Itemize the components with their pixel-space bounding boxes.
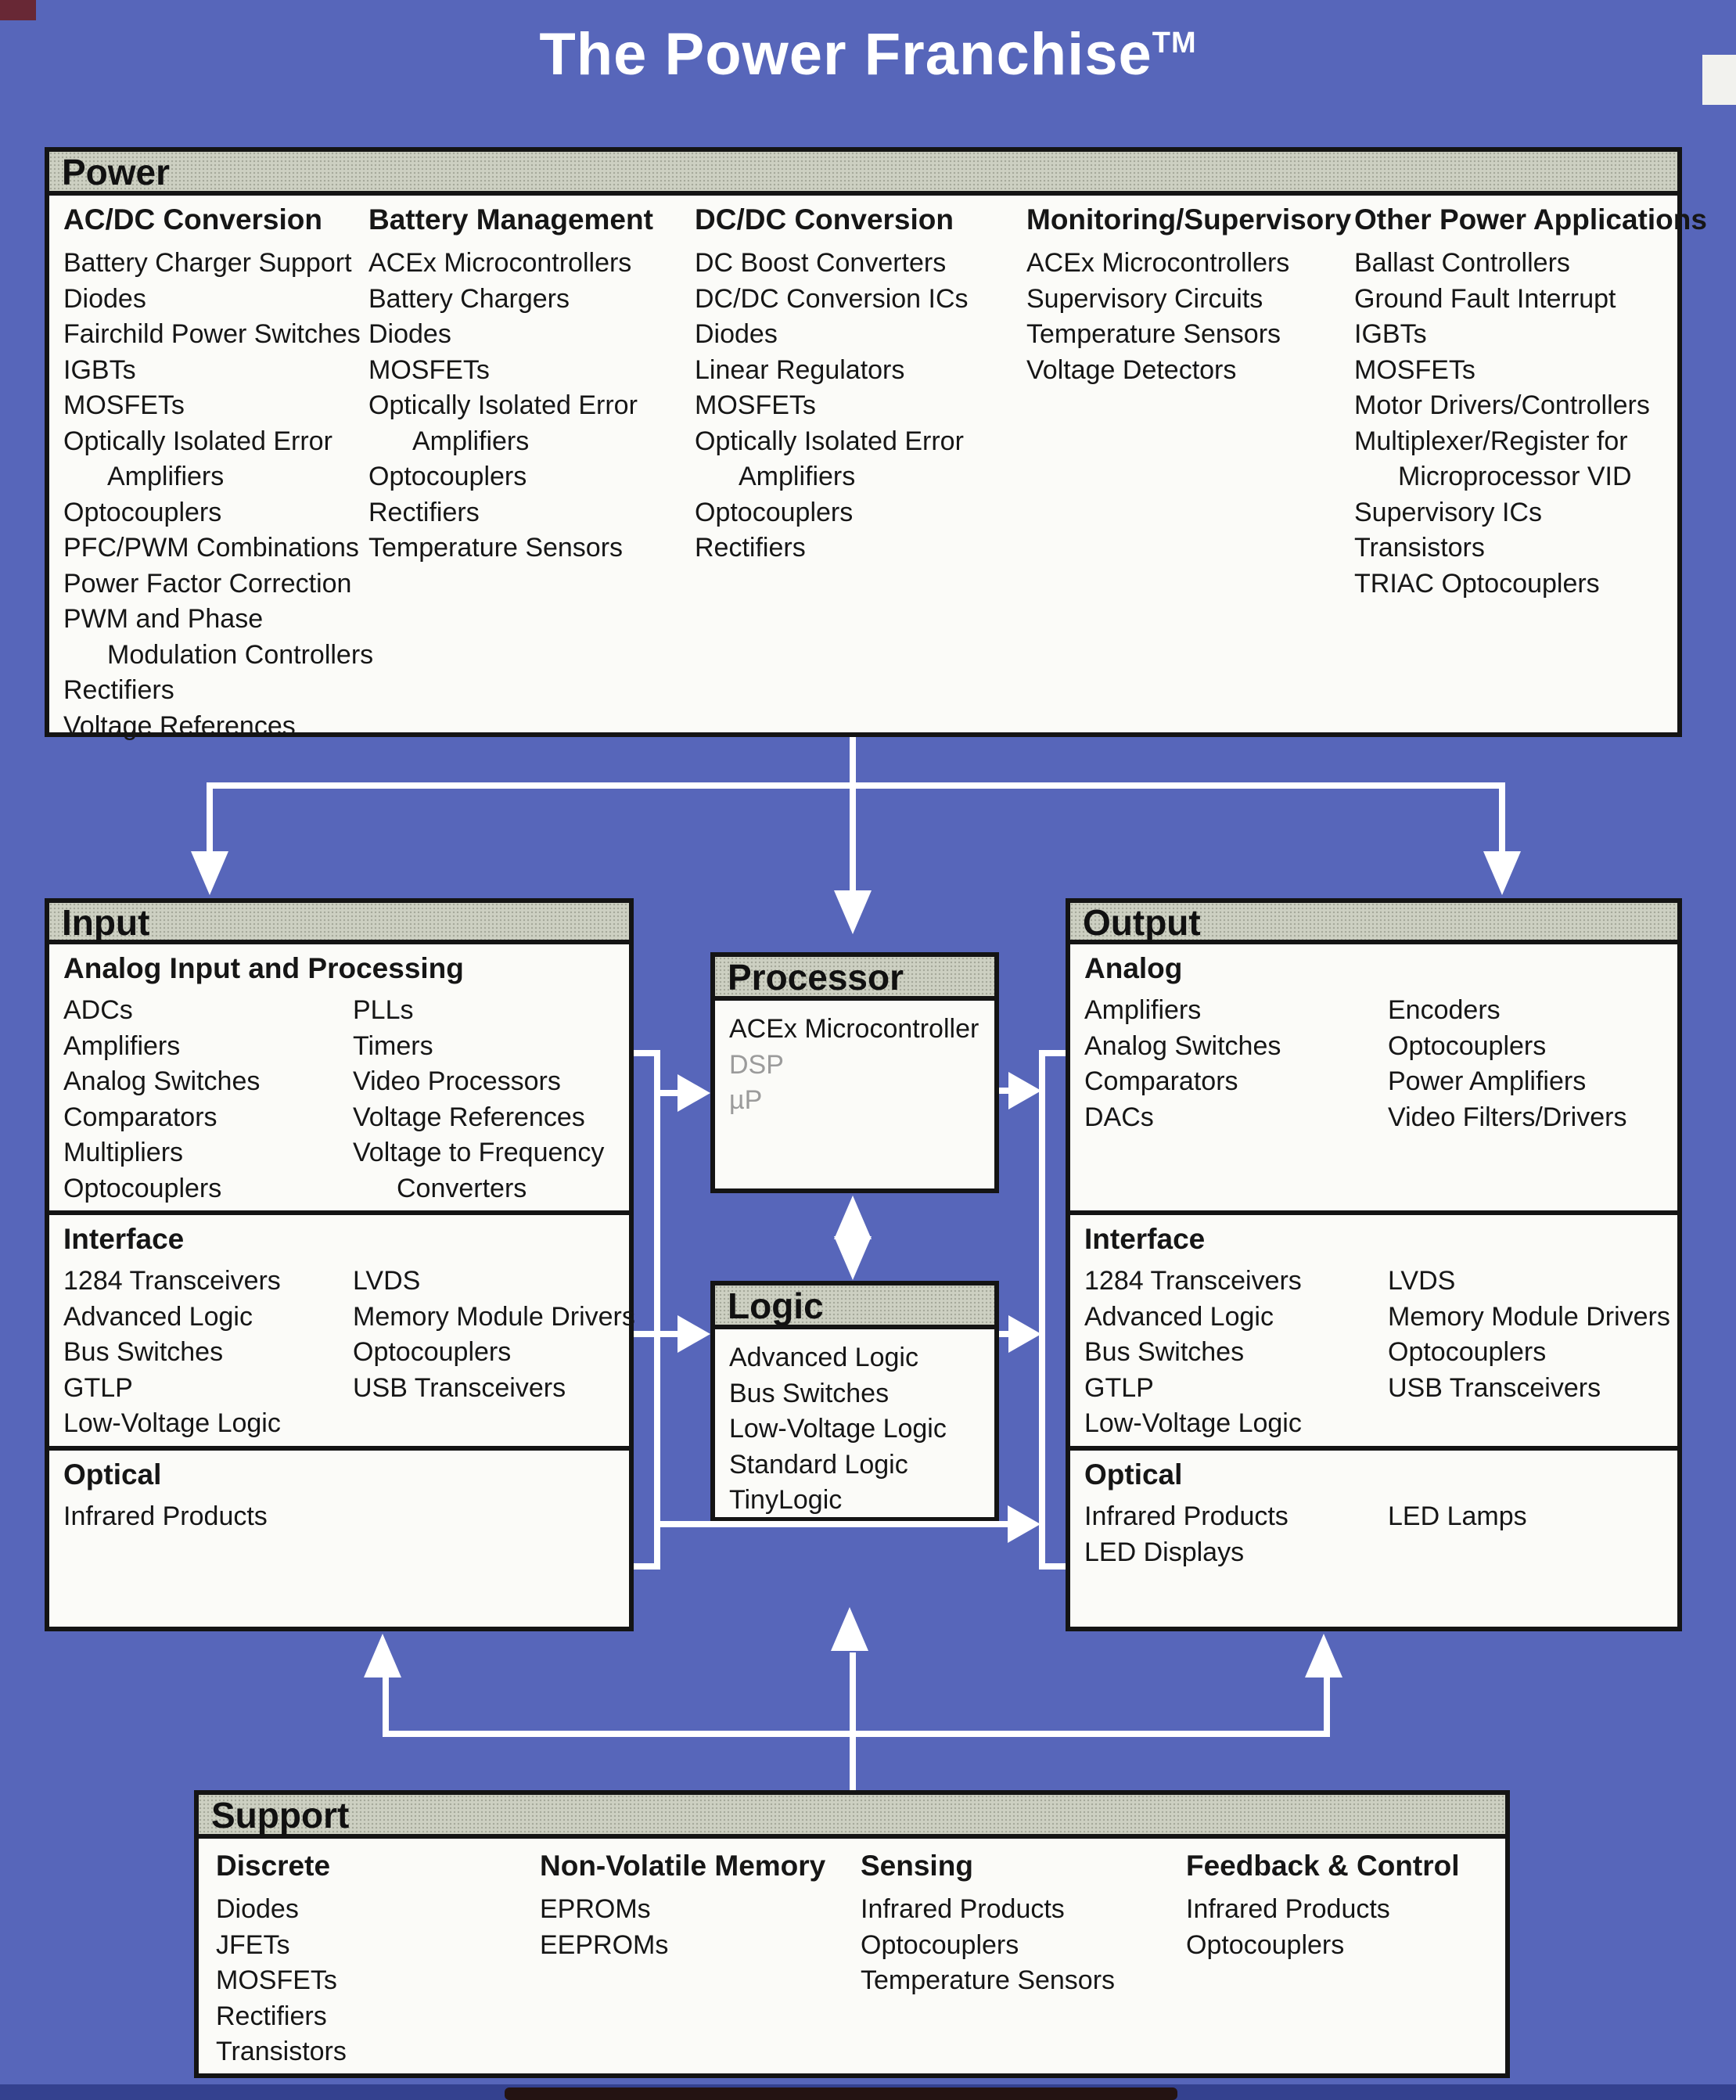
column-items [63, 246, 374, 744]
list-item: Diodes [63, 283, 146, 314]
output-section-optical [1070, 1446, 1677, 1627]
column-items [63, 993, 345, 1206]
scan-artifact-bottom-blob [505, 2087, 1177, 2100]
list-item: Temperature Sensors [368, 533, 624, 563]
list-item: Microprocessor VID [1398, 462, 1632, 491]
list-item: Transistors [216, 2037, 347, 2066]
list-item: Rectifiers [63, 675, 174, 705]
output-panel-title: Output [1083, 901, 1201, 943]
list-item: MOSFETs [216, 1965, 337, 1995]
column-header: DC/DC Conversion [695, 203, 954, 236]
list-item: Encoders [1388, 995, 1501, 1025]
column-items [63, 1499, 345, 1535]
column-items [1084, 993, 1382, 1135]
list-item: Bus Switches [63, 1337, 224, 1367]
list-item: Amplifiers [1084, 995, 1202, 1025]
output-panel [1066, 898, 1682, 1631]
processor-items [729, 1012, 987, 1119]
input-section-optical [49, 1446, 629, 1627]
page-title [0, 20, 1736, 88]
list-item: Diodes [216, 1894, 299, 1924]
column-items [540, 1892, 853, 1963]
power-column-dcdc [695, 203, 1015, 566]
list-item: Supervisory Circuits [1026, 283, 1263, 314]
power-column-acdc [63, 203, 374, 744]
arrow-support-to-input-head [364, 1634, 401, 1677]
list-item: Optocouplers [368, 462, 527, 491]
list-item: Power Factor Correction [63, 568, 352, 599]
column-items [368, 246, 681, 566]
list-item: DC/DC Conversion ICs [695, 283, 969, 314]
input-panel-header [49, 903, 629, 944]
output-bracket-bottom-stub [1042, 1563, 1066, 1570]
logic-panel-title: Logic [728, 1286, 824, 1326]
column-header: Feedback & Control [1186, 1850, 1460, 1882]
column-items [63, 1264, 345, 1442]
arrow-support-horizontal-shaft [383, 1731, 1330, 1737]
arrow-power-center-shaft [850, 737, 856, 890]
list-item: Optocouplers [63, 1173, 222, 1203]
column-items [861, 1892, 1174, 1999]
output-section-analog [1070, 944, 1677, 1210]
section-col1 [63, 1499, 345, 1535]
list-item: Amplifiers [739, 462, 856, 491]
section-header: Analog [1084, 952, 1183, 984]
list-item: Low-Voltage Logic [63, 1408, 281, 1438]
column-header: Sensing [861, 1850, 973, 1882]
list-item: Temperature Sensors [861, 1965, 1116, 1995]
arrow-power-left-shaft [207, 782, 213, 851]
section-col2 [353, 1264, 635, 1406]
list-item: Voltage Detectors [1026, 354, 1237, 385]
input-section-interface [49, 1210, 635, 1446]
list-item: TRIAC Optocouplers [1354, 568, 1600, 599]
column-items [353, 993, 627, 1206]
list-item: Optocouplers [1186, 1929, 1345, 1960]
list-item: Converters [397, 1173, 527, 1203]
power-column-battery [368, 203, 681, 566]
list-item: Video Filters/Drivers [1388, 1102, 1627, 1132]
list-item: Infrared Products [1084, 1501, 1289, 1531]
arrow-input-to-processor-shaft [657, 1090, 679, 1096]
list-item: USB Transceivers [1388, 1372, 1601, 1403]
list-item: Advanced Logic [1084, 1301, 1274, 1332]
arrow-input-to-logic-head [678, 1315, 710, 1353]
list-item: Optically Isolated Error [63, 426, 332, 456]
logic-items [729, 1340, 987, 1519]
list-item: Low-Voltage Logic [1084, 1408, 1302, 1438]
input-bracket-vertical [654, 1050, 660, 1570]
arrow-power-to-processor-head [834, 890, 872, 934]
page-title-text: The Power Franchise [539, 21, 1152, 88]
list-item: Video Processors [353, 1066, 561, 1096]
power-column-monitoring [1026, 203, 1352, 388]
list-item: Memory Module Drivers [353, 1301, 635, 1332]
list-item: GTLP [63, 1372, 133, 1403]
column-items [1084, 1264, 1382, 1442]
list-item: DC Boost Converters [695, 248, 947, 278]
list-item: Bus Switches [1084, 1337, 1245, 1367]
list-item: Standard Logic [729, 1449, 908, 1480]
section-col1 [63, 993, 345, 1206]
power-panel-title: Power [62, 152, 171, 192]
list-item: MOSFETs [63, 390, 185, 420]
list-item: Advanced Logic [729, 1343, 918, 1372]
list-item: Optocouplers [1388, 1030, 1547, 1061]
arrow-power-to-output-head [1483, 851, 1521, 895]
arrow-power-right-shaft [1499, 782, 1505, 851]
column-items [729, 1012, 987, 1119]
list-item: 1284 Transceivers [1084, 1266, 1302, 1296]
list-item: Motor Drivers/Controllers [1354, 390, 1650, 420]
input-panel [45, 898, 634, 1631]
list-item: Battery Charger Support [63, 248, 352, 278]
section-col2 [1388, 1264, 1677, 1406]
power-panel-header [49, 152, 1677, 196]
list-item: Multipliers [63, 1138, 184, 1167]
column-header: Monitoring/Supervisory [1026, 203, 1352, 236]
column-items [216, 1892, 529, 2070]
support-panel-header [199, 1795, 1505, 1839]
column-items [1388, 993, 1677, 1135]
list-item: DSP [729, 1049, 784, 1080]
list-item: Multiplexer/Register for [1354, 426, 1628, 456]
list-item: PLLs [353, 995, 414, 1025]
list-item: LED Lamps [1388, 1501, 1527, 1531]
list-item: Analog Switches [63, 1066, 261, 1096]
column-items [1084, 1499, 1382, 1570]
list-item: EPROMs [540, 1894, 651, 1924]
list-item: Diodes [368, 319, 451, 349]
scan-artifact-top-right [1702, 55, 1736, 105]
list-item: GTLP [1084, 1372, 1154, 1403]
list-item: Comparators [63, 1102, 217, 1132]
list-item: Rectifiers [695, 533, 806, 563]
list-item: Battery Chargers [368, 283, 570, 314]
list-item: Voltage to Frequency [353, 1138, 605, 1167]
list-item: Transistors [1354, 533, 1485, 563]
column-header: Non-Volatile Memory [540, 1850, 826, 1882]
support-column-discrete [216, 1850, 529, 2070]
section-header: Interface [1084, 1223, 1206, 1255]
logic-panel [710, 1281, 999, 1522]
list-item: Low-Voltage Logic [729, 1414, 947, 1444]
list-item: LVDS [353, 1266, 421, 1296]
output-bracket-top-stub [1042, 1050, 1066, 1056]
list-item: Memory Module Drivers [1388, 1301, 1670, 1332]
input-section-analog [49, 944, 629, 1210]
list-item: EEPROMs [540, 1929, 669, 1960]
list-item: Optically Isolated Error [695, 426, 964, 456]
section-header: Interface [63, 1223, 185, 1255]
list-item: Ground Fault Interrupt [1354, 283, 1616, 314]
processor-panel-header [715, 957, 994, 1001]
logic-panel-header [715, 1286, 994, 1329]
input-bracket-bottom-stub [634, 1563, 660, 1570]
section-col1 [63, 1264, 345, 1442]
output-section-interface [1070, 1210, 1677, 1446]
column-items [1026, 246, 1347, 388]
column-items [1388, 1499, 1677, 1535]
list-item: Optocouplers [695, 497, 854, 527]
trademark-superscript: TM [1152, 27, 1197, 59]
list-item: Infrared Products [861, 1894, 1065, 1924]
arrow-logic-to-output-head [1008, 1315, 1041, 1353]
list-item: Supervisory ICs [1354, 497, 1542, 527]
list-item: Power Amplifiers [1388, 1066, 1587, 1096]
arrow-power-to-input-head [191, 851, 228, 895]
column-items [353, 1264, 635, 1406]
list-item: 1284 Transceivers [63, 1266, 281, 1296]
arrow-support-center-shaft [850, 1652, 856, 1790]
section-col2 [1388, 993, 1677, 1135]
list-item: Voltage References [63, 710, 296, 741]
section-col2 [1388, 1499, 1677, 1535]
section-col1 [1084, 1264, 1382, 1442]
column-header: Battery Management [368, 203, 653, 236]
list-item: MOSFETs [368, 354, 490, 385]
section-header: Optical [1084, 1458, 1183, 1490]
list-item: Advanced Logic [63, 1301, 253, 1332]
list-item: Amplifiers [412, 426, 530, 456]
scan-artifact-top-left [0, 0, 36, 20]
list-item: PWM and Phase [63, 604, 264, 634]
list-item: IGBTs [63, 354, 136, 385]
list-item: PFC/PWM Combinations [63, 533, 359, 563]
arrow-support-right-shaft [1324, 1677, 1330, 1737]
section-col1 [1084, 993, 1382, 1135]
list-item: Optocouplers [353, 1337, 512, 1367]
list-item: Temperature Sensors [1026, 319, 1281, 349]
support-column-feedback [1186, 1850, 1499, 1963]
arrow-power-horizontal-shaft [207, 782, 1505, 789]
column-items [1354, 246, 1677, 602]
list-item: Amplifiers [107, 462, 225, 491]
list-item: IGBTs [1354, 319, 1427, 349]
list-item: ADCs [63, 995, 133, 1025]
arrow-input-to-processor-head [678, 1074, 710, 1112]
list-item: LED Displays [1084, 1537, 1245, 1567]
column-header: Discrete [216, 1850, 331, 1882]
arrow-input-to-output-head [1008, 1505, 1041, 1543]
list-item: Timers [353, 1030, 433, 1061]
list-item: LVDS [1388, 1266, 1456, 1296]
column-header: AC/DC Conversion [63, 203, 322, 236]
output-panel-header [1070, 903, 1677, 944]
arrow-input-to-logic-shaft [634, 1331, 678, 1337]
arrow-support-center-head [831, 1607, 868, 1651]
list-item: TinyLogic [729, 1485, 843, 1515]
list-item: Modulation Controllers [107, 639, 374, 670]
list-item: µP [729, 1085, 763, 1115]
arrow-processor-to-output-head [1008, 1072, 1041, 1109]
list-item: Optocouplers [1388, 1337, 1547, 1367]
support-panel-title: Support [211, 1795, 350, 1836]
list-item: DACs [1084, 1102, 1154, 1132]
list-item: Analog Switches [1084, 1030, 1281, 1061]
list-item: Linear Regulators [695, 354, 905, 385]
list-item: Comparators [1084, 1066, 1238, 1096]
list-item: Amplifiers [63, 1030, 181, 1061]
list-item: Ballast Controllers [1354, 248, 1570, 278]
support-column-nvm [540, 1850, 853, 1963]
list-item: MOSFETs [1354, 354, 1475, 385]
list-item: Rectifiers [368, 497, 480, 527]
arrow-support-to-output-head [1305, 1634, 1342, 1677]
list-item: Optocouplers [861, 1929, 1019, 1960]
power-panel [45, 147, 1707, 741]
column-items [1388, 1264, 1677, 1406]
column-items [729, 1340, 987, 1519]
arrow-processor-to-logic-head [834, 1236, 872, 1280]
section-header: Analog Input and Processing [63, 952, 464, 984]
arrow-input-to-output-shaft [654, 1521, 1009, 1527]
list-item: Optocouplers [63, 497, 222, 527]
column-items [695, 246, 1015, 566]
list-item: ACEx Microcontroller [729, 1014, 979, 1044]
list-item: Rectifiers [216, 2001, 327, 2031]
processor-panel [710, 952, 999, 1193]
list-item: Fairchild Power Switches [63, 319, 361, 349]
list-item: Voltage References [353, 1102, 585, 1132]
support-panel [194, 1790, 1510, 2078]
arrow-support-left-shaft [383, 1677, 389, 1737]
list-item: ACEx Microcontrollers [368, 248, 632, 278]
list-item: Diodes [695, 319, 778, 349]
column-header: Other Power Applications [1354, 203, 1707, 236]
column-items [1186, 1892, 1499, 1963]
output-bracket-vertical [1039, 1050, 1045, 1570]
list-item: ACEx Microcontrollers [1026, 248, 1290, 278]
list-item: Optically Isolated Error [368, 390, 638, 420]
processor-panel-title: Processor [728, 957, 904, 998]
section-header: Optical [63, 1458, 162, 1490]
section-col1 [1084, 1499, 1382, 1570]
list-item: Infrared Products [1186, 1894, 1390, 1924]
list-item: JFETs [216, 1929, 290, 1960]
support-column-sensing [861, 1850, 1174, 1999]
list-item: Infrared Products [63, 1501, 268, 1531]
list-item: USB Transceivers [353, 1372, 566, 1403]
list-item: MOSFETs [695, 390, 816, 420]
input-panel-title: Input [62, 901, 150, 943]
list-item: Bus Switches [729, 1378, 890, 1408]
section-col2 [353, 993, 627, 1206]
power-column-other [1354, 203, 1707, 602]
